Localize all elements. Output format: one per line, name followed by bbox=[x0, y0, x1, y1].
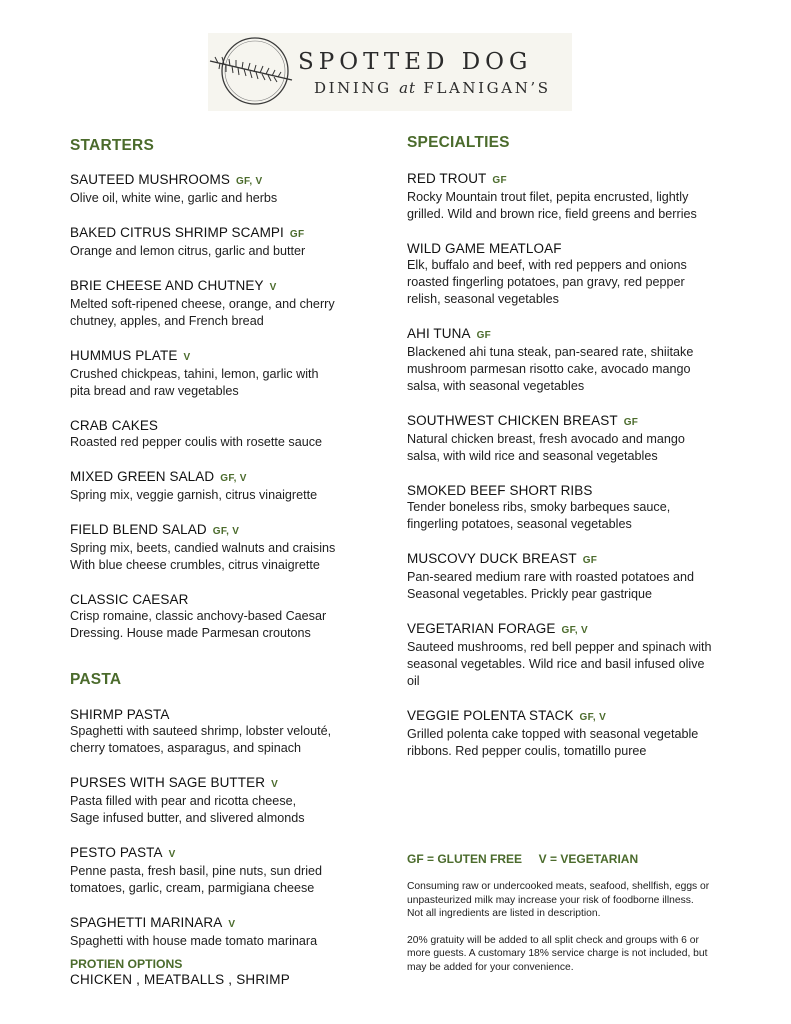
dietary-tag: GF bbox=[476, 330, 492, 341]
menu-item bbox=[407, 412, 737, 465]
menu-item-title: BAKED CITRUS SHRIMP SCAMPI bbox=[70, 225, 284, 240]
menu-item-name bbox=[407, 550, 737, 569]
menu-item-name bbox=[70, 417, 370, 434]
menu-item bbox=[70, 591, 370, 642]
menu-item-description: Tender boneless ribs, smoky barbeques sauce, fingerling potatoes, seasonal vegetables bbox=[407, 500, 671, 531]
menu-item-title: PESTO PASTA bbox=[70, 845, 163, 860]
menu-item-name bbox=[407, 170, 737, 189]
food-safety-note: Consuming raw or undercooked meats, seafood, shellfish, eggs or unpasteurized milk may increase your risk of foodborne illness. Not all ingredients are listed in description. bbox=[407, 881, 710, 919]
menu-item-title: AHI TUNA bbox=[407, 326, 471, 341]
dietary-tag: GF bbox=[623, 417, 639, 428]
menu-item-title: PURSES WITH SAGE BUTTER bbox=[70, 775, 266, 790]
menu-item-name bbox=[407, 325, 737, 344]
menu-item-name bbox=[407, 412, 737, 431]
menu-item-description: Blackened ahi tuna steak, pan-seared rate, shiitake mushroom parmesan risotto cake, avocado mango salsa, with seasonal vegetables bbox=[407, 345, 694, 393]
menu-item-name bbox=[70, 347, 370, 366]
menu-item-title: VEGETARIAN FORAGE bbox=[407, 621, 556, 636]
specialties-heading: SPECIALTIES bbox=[407, 134, 510, 151]
menu-item-name bbox=[407, 240, 737, 257]
dietary-tag: V bbox=[271, 779, 279, 790]
menu-item-name bbox=[70, 224, 370, 243]
specialties-list bbox=[407, 170, 737, 760]
dietary-tag: V bbox=[269, 282, 277, 293]
menu-item bbox=[70, 521, 370, 574]
menu-item bbox=[70, 706, 370, 757]
dietary-tag: V bbox=[168, 849, 176, 860]
menu-item-title: MUSCOVY DUCK BREAST bbox=[407, 551, 577, 566]
dietary-tag: GF, V bbox=[561, 625, 588, 636]
menu-item bbox=[70, 468, 370, 504]
subtitle-part: DINING bbox=[314, 79, 400, 97]
menu-item-name bbox=[70, 706, 370, 723]
dietary-tag: V bbox=[183, 352, 191, 363]
menu-item-name bbox=[407, 482, 737, 499]
menu-item bbox=[70, 774, 370, 827]
menu-item-name bbox=[407, 620, 737, 639]
menu-item-description: Spring mix, beets, candied walnuts and craisins With blue cheese crumbles, citrus vinaigrette bbox=[70, 541, 336, 572]
menu-item-title: CLASSIC CAESAR bbox=[70, 592, 189, 607]
menu-item-description: Elk, buffalo and beef, with red peppers and onions roasted fingerling potatoes, pan gravy, red pepper relish, seasonal vegetables bbox=[407, 258, 687, 306]
menu-item-description: Pan-seared medium rare with roasted potatoes and Seasonal vegetables. Prickly pear gastrique bbox=[407, 570, 695, 601]
menu-item-name bbox=[407, 707, 737, 726]
menu-item-name bbox=[70, 591, 370, 608]
menu-item-name bbox=[70, 844, 370, 863]
restaurant-logo bbox=[208, 33, 572, 111]
menu-item bbox=[407, 550, 737, 603]
menu-item-description: Roasted red pepper coulis with rosette sauce bbox=[70, 435, 323, 449]
dietary-tag: GF bbox=[492, 175, 507, 186]
pasta-heading: PASTA bbox=[70, 671, 122, 688]
menu-item-title: VEGGIE POLENTA STACK bbox=[407, 708, 574, 723]
dietary-tag: GF, V bbox=[235, 176, 263, 187]
dietary-tag: V bbox=[228, 919, 236, 930]
menu-item-name bbox=[70, 468, 370, 487]
menu-item-description: Crisp romaine, classic anchovy-based Caesar Dressing. House made Parmesan croutons bbox=[70, 609, 327, 640]
footer-notes bbox=[407, 852, 747, 974]
menu-item-title: HUMMUS PLATE bbox=[70, 348, 178, 363]
menu-item bbox=[407, 325, 737, 395]
menu-item-name bbox=[70, 521, 370, 540]
menu-item-description: Spring mix, veggie garnish, citrus vinaigrette bbox=[70, 488, 318, 502]
protein-options-list: CHICKEN , MEATBALLS , SHRIMP bbox=[70, 972, 290, 987]
starters-heading: STARTERS bbox=[70, 137, 154, 154]
dietary-tag: GF, V bbox=[212, 526, 240, 537]
menu-item-description: Melted soft-ripened cheese, orange, and cherry chutney, apples, and French bread bbox=[70, 297, 335, 328]
menu-item-description: Penne pasta, fresh basil, pine nuts, sun dried tomatoes, garlic, cream, parmigiana cheese bbox=[70, 864, 323, 895]
brand-subtitle bbox=[314, 79, 551, 97]
menu-item-name bbox=[70, 774, 370, 793]
menu-item-description: Natural chicken breast, fresh avocado and mango salsa, with wild rice and seasonal vegetables bbox=[407, 432, 685, 463]
menu-item-title: WILD GAME MEATLOAF bbox=[407, 241, 562, 256]
menu-item bbox=[407, 240, 737, 308]
menu-item-description: Spaghetti with sauteed shrimp, lobster velouté, cherry tomatoes, asparagus, and spinach bbox=[70, 724, 332, 755]
menu-item-title: BRIE CHEESE AND CHUTNEY bbox=[70, 278, 264, 293]
menu-item-description: Pasta filled with pear and ricotta cheese, Sage infused butter, and slivered almonds bbox=[70, 794, 305, 825]
dietary-legend: GF = GLUTEN FREE V = VEGETARIAN bbox=[407, 852, 639, 866]
menu-item-description: Grilled polenta cake topped with seasonal vegetable ribbons. Red pepper coulis, tomatillo puree bbox=[407, 727, 699, 758]
menu-item bbox=[407, 620, 737, 690]
menu-item-name bbox=[70, 277, 370, 296]
menu-item-description: Sauteed mushrooms, red bell pepper and spinach with seasonal vegetables. Wild rice and basil infused olive oil bbox=[407, 640, 712, 688]
menu-item-title: FIELD BLEND SALAD bbox=[70, 522, 207, 537]
menu-item-title: SOUTHWEST CHICKEN BREAST bbox=[407, 413, 618, 428]
pasta-list bbox=[70, 706, 370, 950]
dietary-tag: GF bbox=[582, 555, 598, 566]
menu-item-name bbox=[70, 914, 370, 933]
menu-item bbox=[70, 277, 370, 330]
menu-item-title: SPAGHETTI MARINARA bbox=[70, 915, 223, 930]
subtitle-at: at bbox=[399, 79, 417, 97]
menu-item bbox=[70, 844, 370, 897]
menu-item bbox=[407, 170, 737, 223]
menu-item-title: MIXED GREEN SALAD bbox=[70, 469, 215, 484]
menu-item bbox=[407, 707, 737, 760]
rosemary-plate-icon bbox=[208, 33, 308, 111]
menu-item-title: SAUTEED MUSHROOMS bbox=[70, 172, 230, 187]
menu-item bbox=[407, 482, 737, 533]
protein-options-heading: PROTIEN OPTIONS bbox=[70, 957, 183, 971]
menu-item-description: Crushed chickpeas, tahini, lemon, garlic with pita bread and raw vegetables bbox=[70, 367, 319, 398]
gratuity-note: 20% gratuity will be added to all split check and groups with 6 or more guests. A customary 18% service charge is not included, but may be added for your convenience. bbox=[407, 934, 708, 973]
right-column bbox=[407, 134, 737, 760]
menu-item-name bbox=[70, 171, 370, 190]
left-column bbox=[70, 137, 370, 987]
brand-name: SPOTTED DOG bbox=[298, 49, 533, 75]
menu-item bbox=[70, 417, 370, 451]
menu-item bbox=[70, 347, 370, 400]
menu-item bbox=[70, 171, 370, 207]
starters-list bbox=[70, 171, 370, 642]
menu-item-title: SMOKED BEEF SHORT RIBS bbox=[407, 483, 593, 498]
menu-item bbox=[70, 224, 370, 260]
menu-item-description: Spaghetti with house made tomato marinara bbox=[70, 934, 318, 948]
dietary-tag: GF bbox=[289, 229, 305, 240]
menu-item-description: Rocky Mountain trout filet, pepita encrusted, lightly grilled. Wild and brown rice, field greens and berries bbox=[407, 190, 697, 221]
menu-item bbox=[70, 914, 370, 950]
menu-item-description: Orange and lemon citrus, garlic and butter bbox=[70, 244, 306, 258]
dietary-tag: GF, V bbox=[220, 473, 247, 484]
menu-item-title: CRAB CAKES bbox=[70, 418, 159, 433]
menu-item-description: Olive oil, white wine, garlic and herbs bbox=[70, 191, 278, 205]
subtitle-part: FLANIGAN’S bbox=[416, 79, 551, 97]
menu-item-title: RED TROUT bbox=[407, 171, 487, 186]
dietary-tag: GF, V bbox=[579, 712, 607, 723]
menu-item-title: SHIRMP PASTA bbox=[70, 707, 170, 722]
